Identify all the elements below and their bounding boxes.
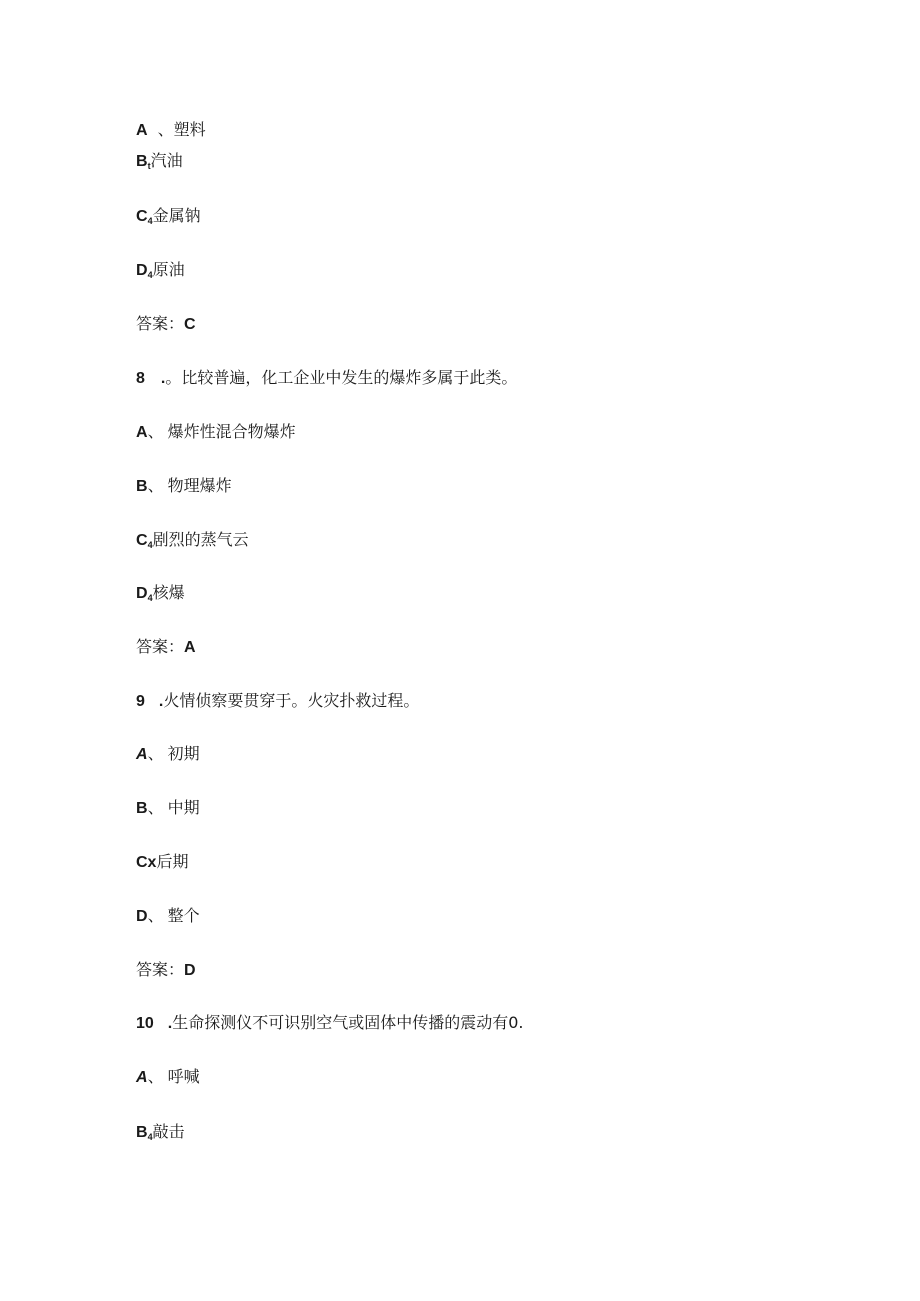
option-text: 核爆 bbox=[152, 583, 185, 602]
question-number: 10 bbox=[136, 1015, 154, 1032]
option-a-line bbox=[136, 120, 206, 141]
option-b-line bbox=[136, 151, 183, 176]
answer-line bbox=[136, 314, 196, 335]
question-number: 8 bbox=[136, 370, 145, 387]
answer-label: 答案： bbox=[136, 637, 185, 656]
option-separator: 、 bbox=[147, 906, 164, 925]
option-text: 剧烈的蒸气云 bbox=[152, 530, 249, 549]
answer-label: 答案： bbox=[136, 314, 185, 333]
option-text: 后期 bbox=[156, 852, 189, 871]
option-letter: A bbox=[136, 746, 148, 763]
option-letter: D bbox=[136, 262, 148, 279]
question-10-line bbox=[136, 1013, 524, 1034]
option-text: 物理爆炸 bbox=[167, 476, 232, 495]
option-text: 整个 bbox=[167, 906, 200, 925]
answer-value: D bbox=[184, 962, 196, 979]
option-a-line bbox=[136, 1067, 200, 1088]
option-text: 爆炸性混合物爆炸 bbox=[167, 422, 296, 441]
answer-line bbox=[136, 960, 196, 981]
option-a-line bbox=[136, 744, 200, 765]
option-letter: D bbox=[136, 908, 148, 925]
question-separator: . bbox=[158, 693, 164, 710]
option-text: 原油 bbox=[152, 260, 185, 279]
option-letter: C bbox=[136, 208, 148, 225]
option-text: 呼喊 bbox=[167, 1067, 200, 1086]
option-letter: B bbox=[136, 153, 148, 170]
question-number: 9 bbox=[136, 693, 145, 710]
option-separator: 、 bbox=[157, 120, 174, 139]
option-separator: 、 bbox=[147, 476, 164, 495]
option-separator: 、 bbox=[147, 798, 164, 817]
option-subscript: 4 bbox=[147, 540, 153, 550]
option-text: 塑料 bbox=[173, 120, 206, 139]
question-separator: . bbox=[167, 1015, 173, 1032]
answer-value: A bbox=[184, 639, 196, 656]
option-c-line bbox=[136, 530, 249, 555]
option-subscript: t bbox=[147, 161, 151, 171]
option-letter: A bbox=[136, 424, 148, 441]
question-text: 。比较普遍，化工企业中发生的爆炸多属于此类。 bbox=[165, 368, 518, 387]
option-letter: D bbox=[136, 585, 148, 602]
option-letter: C bbox=[136, 532, 148, 549]
option-subscript: 4 bbox=[147, 1132, 153, 1142]
question-8-line bbox=[136, 368, 517, 389]
option-b-line bbox=[136, 476, 232, 497]
option-b-line bbox=[136, 798, 200, 819]
option-text: 中期 bbox=[167, 798, 200, 817]
answer-label: 答案： bbox=[136, 960, 185, 979]
option-b-line bbox=[136, 1122, 185, 1147]
option-c-line bbox=[136, 206, 201, 231]
option-text: 金属钠 bbox=[152, 206, 201, 225]
option-a-line bbox=[136, 422, 296, 443]
option-separator: 、 bbox=[147, 1067, 164, 1086]
option-text: 汽油 bbox=[150, 151, 183, 170]
option-letter: A bbox=[136, 1069, 148, 1086]
option-letter: B bbox=[136, 800, 148, 817]
option-subscript: 4 bbox=[147, 270, 153, 280]
option-letter: Cx bbox=[136, 854, 157, 871]
question-text: 生命探测仪不可识别空气或固体中传播的震动有0. bbox=[172, 1013, 524, 1032]
answer-value: C bbox=[184, 316, 196, 333]
option-letter: A bbox=[136, 122, 148, 139]
question-text: 火情侦察要贯穿于。火灾扑救过程。 bbox=[163, 691, 420, 710]
option-subscript: 4 bbox=[147, 216, 153, 226]
option-d-line bbox=[136, 583, 185, 608]
question-separator: . bbox=[160, 370, 166, 387]
option-c-line bbox=[136, 852, 188, 873]
option-d-line bbox=[136, 906, 200, 927]
answer-line bbox=[136, 637, 196, 658]
option-text: 初期 bbox=[167, 744, 200, 763]
option-separator: 、 bbox=[147, 744, 164, 763]
option-letter: B bbox=[136, 478, 148, 495]
option-separator: 、 bbox=[147, 422, 164, 441]
option-d-line bbox=[136, 260, 185, 285]
question-9-line bbox=[136, 691, 419, 712]
option-text: 敲击 bbox=[152, 1122, 185, 1141]
option-letter: B bbox=[136, 1124, 148, 1141]
option-subscript: 4 bbox=[147, 593, 153, 603]
